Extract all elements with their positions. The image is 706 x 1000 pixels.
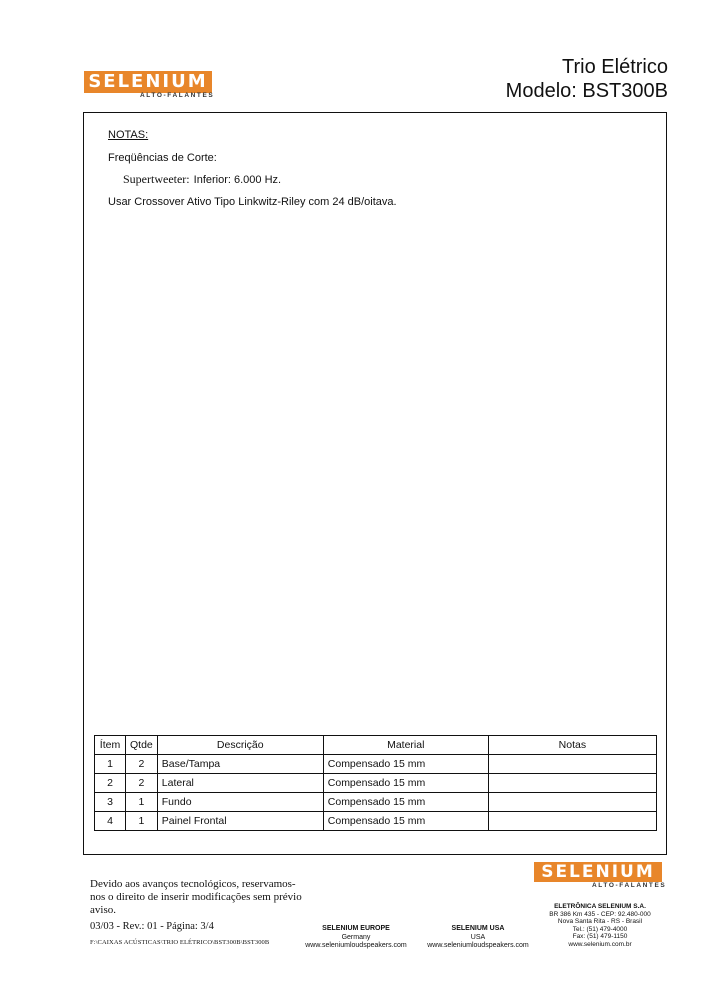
cell-item: 3 bbox=[95, 793, 126, 812]
company-website: www.selenium.com.br bbox=[568, 940, 632, 948]
cell-item: 1 bbox=[95, 755, 126, 774]
europe-office bbox=[296, 925, 416, 951]
selenium-logo-footer: SELENIUM bbox=[534, 862, 662, 882]
usa-office bbox=[420, 925, 536, 951]
cell-item: 4 bbox=[95, 812, 126, 831]
cell-descricao: Lateral bbox=[157, 774, 323, 793]
cell-qtde: 2 bbox=[126, 755, 158, 774]
disclaimer-text: Devido aos avanços tecnológicos, reservamos-nos o direito de inserir modificações sem prévio aviso. bbox=[90, 878, 302, 916]
company-phone: Tel.: (51) 479-4000 bbox=[572, 925, 628, 933]
cell-material: Compensado 15 mm bbox=[323, 774, 488, 793]
model-title: Modelo: BST300B bbox=[505, 80, 668, 102]
column-header-qtde: Qtde bbox=[126, 736, 158, 755]
column-header-descricao: Descrição bbox=[157, 736, 323, 755]
cell-qtde: 1 bbox=[126, 812, 158, 831]
document-title: Trio Elétrico bbox=[562, 56, 668, 78]
company-fax: Fax: (51) 479-1150 bbox=[572, 933, 628, 941]
logo-subtitle: ALTO-FALANTES bbox=[140, 92, 215, 99]
table-row bbox=[95, 793, 657, 812]
supertweeter-note bbox=[123, 172, 281, 187]
cell-notas bbox=[488, 793, 656, 812]
usa-country: USA bbox=[470, 933, 486, 941]
cell-descricao: Painel Frontal bbox=[157, 812, 323, 831]
crossover-frequencies-label: Freqüências de Corte: bbox=[108, 152, 217, 164]
column-header-item: Ítem bbox=[95, 736, 126, 755]
europe-country: Germany bbox=[341, 933, 371, 941]
cell-material: Compensado 15 mm bbox=[323, 812, 488, 831]
company-address-line2: Nova Santa Rita - RS - Brasil bbox=[557, 918, 643, 926]
company-name: ELETRÔNICA SELENIUM S.A. bbox=[554, 903, 646, 910]
cell-material: Compensado 15 mm bbox=[323, 793, 488, 812]
table-row bbox=[95, 774, 657, 793]
cell-descricao: Base/Tampa bbox=[157, 755, 323, 774]
europe-name: SELENIUM EUROPE bbox=[322, 925, 390, 932]
company-address bbox=[540, 903, 660, 949]
column-header-material: Material bbox=[323, 736, 488, 755]
selenium-logo: SELENIUM bbox=[84, 71, 212, 93]
cell-descricao: Fundo bbox=[157, 793, 323, 812]
column-header-notas: Notas bbox=[488, 736, 656, 755]
crossover-note: Usar Crossover Ativo Tipo Linkwitz-Riley com 24 dB/oitava. bbox=[108, 196, 397, 208]
table-row bbox=[95, 755, 657, 774]
table-header-row bbox=[95, 736, 657, 755]
parts-table bbox=[94, 735, 657, 831]
company-address-line1: BR 386 Km 435 - CEP: 92.480-000 bbox=[549, 910, 651, 918]
revision-info: 03/03 - Rev.: 01 - Página: 3/4 bbox=[90, 921, 214, 932]
table-row bbox=[95, 812, 657, 831]
notes-heading: NOTAS: bbox=[108, 129, 149, 141]
cell-qtde: 1 bbox=[126, 793, 158, 812]
cell-qtde: 2 bbox=[126, 774, 158, 793]
cell-material: Compensado 15 mm bbox=[323, 755, 488, 774]
europe-website: www.seleniumloudspeakers.com bbox=[305, 942, 407, 949]
cell-item: 2 bbox=[95, 774, 126, 793]
supertweeter-label: Supertweeter: bbox=[123, 172, 190, 186]
logo-subtitle-footer: ALTO-FALANTES bbox=[592, 882, 667, 889]
file-path: F:\CAIXAS ACÚSTICAS\TRIO ELÉTRICO\BST300B\BST300B bbox=[90, 939, 270, 946]
usa-name: SELENIUM USA bbox=[451, 925, 505, 932]
usa-website: www.seleniumloudspeakers.com bbox=[427, 942, 529, 949]
supertweeter-value: Inferior: 6.000 Hz. bbox=[193, 174, 282, 186]
cell-notas bbox=[488, 774, 656, 793]
cell-notas bbox=[488, 755, 656, 774]
cell-notas bbox=[488, 812, 656, 831]
